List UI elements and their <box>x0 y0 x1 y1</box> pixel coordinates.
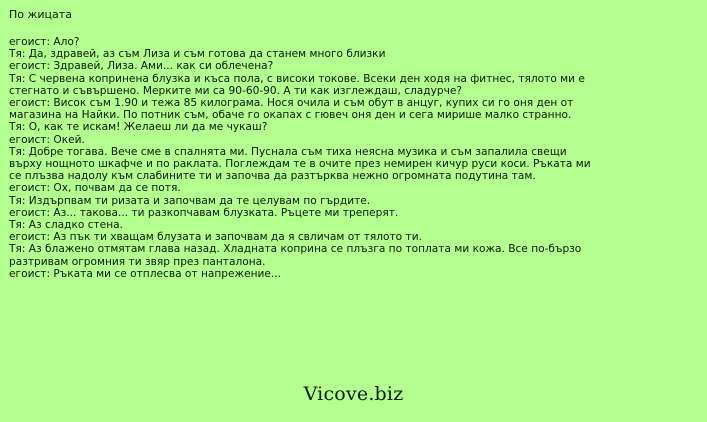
dialogue <box>9 36 601 280</box>
dialogue-line: Тя: Аз сладко стена. <box>9 219 123 232</box>
site-watermark: Vicove.biz <box>303 383 404 405</box>
dialogue-line: Тя: Да, здравей, аз съм Лиза и съм готова да станем много близки <box>9 48 386 61</box>
dialogue-line: Тя: Добре тогава. Вече сме в спалнята ми. Пуснала съм тиха неясна музика и съм запалила свещи върху нощното шкафче и по раклата. Поглеждам те в очите през немирен кичур руси коси. Ръката ми се плъзва надолу към слабините ти и започва да разтърква нежно огромната подутина там. <box>9 145 591 183</box>
dialogue-line: Тя: О, как те искам! Желаеш ли да ме чукаш? <box>9 121 268 134</box>
dialogue-line: Тя: Аз блажено отмятам глава назад. Хладната коприна се плъзга по топлата ми кожа. Все по-бързо разтривам огромния ти звяр през панталона. <box>9 243 582 268</box>
dialogue-line: егоист: Аз пък ти хващам блузата и започвам да я свличам от тялото ти. <box>9 231 422 244</box>
dialogue-line: егоист: Ох, почвам да се потя. <box>9 182 181 195</box>
dialogue-line: егоист: Здравей, Лиза. Ами... как си облечена? <box>9 60 274 73</box>
dialogue-line: егоист: Ало? <box>9 36 80 48</box>
dialogue-line: Тя: Издърпвам ти ризата и започвам да те целувам по гърдите. <box>9 194 371 207</box>
dialogue-line: Тя: С червена копринена блузка и къса пола, с високи токове. Всеки ден ходя на фитнес, тялото ми е стегнато и съвършено. Мерките ми са 90-60-90. А ти как изглеждаш, сладурче? <box>9 72 585 97</box>
dialogue-line: егоист: Аз... такова... ти разкопчавам блузката. Ръцете ми треперят. <box>9 206 399 219</box>
page-title: По жицата <box>9 8 72 21</box>
dialogue-line: егоист: Ръката ми се отплесва от напрежение... <box>9 267 282 280</box>
dialogue-line: егоист: Окей. <box>9 133 85 146</box>
dialogue-line: егоист: Висок съм 1.90 и тежа 85 килограма. Нося очила и съм обут в анцуг, купих си го оня ден от магазина на Найки. По потник съм, обаче го окапах с гювеч оня ден и сега мирише малко странно. <box>9 97 574 122</box>
